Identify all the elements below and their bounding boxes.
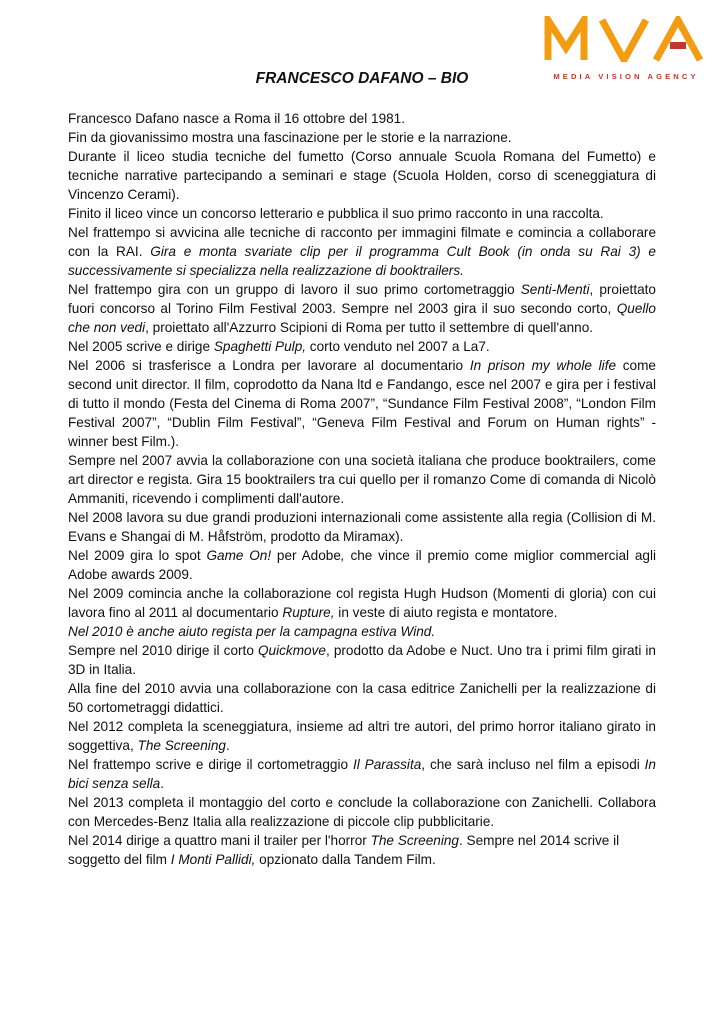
paragraph: Nel 2013 completa il montaggio del corto e conclude la collaborazione con Zanichelli. Collabora con Mercedes-Benz Italia alla realizzazione di piccole clip pubblicitarie. [68,795,656,829]
paragraph: Nel 2009 comincia anche la collaborazione col regista Hugh Hudson (Momenti di gloria) con cui lavora fino al 2011 al documentario Rupture, in veste di aiuto regista e montatore. [68,586,656,620]
mva-logo-mark [544,16,704,62]
paragraph: Nel 2008 lavora su due grandi produzioni internazionali come assistente alla regia (Collision di M. Evans e Shangai di M. Håfström, prodotto da Miramax). [68,510,656,544]
paragraph: Fin da giovanissimo mostra una fascinazione per le storie e la narrazione. [68,130,512,145]
paragraph: Nel 2005 scrive e dirige Spaghetti Pulp, corto venduto nel 2007 a La7. [68,339,490,354]
paragraph: Nel 2009 gira lo spot Game On! per Adobe, che vince il premio come miglior commercial agli Adobe awards 2009. [68,548,656,582]
paragraph: Nel 2010 è anche aiuto regista per la campagna estiva Wind. [68,624,436,639]
document-title: FRANCESCO DAFANO – BIO [255,70,469,87]
paragraph: Finito il liceo vince un concorso letterario e pubblica il suo primo racconto in una raccolta. [68,206,604,221]
bio-body [68,109,656,869]
paragraph: Sempre nel 2010 dirige il corto Quickmove, prodotto da Adobe e Nuct. Uno tra i primi film girati in 3D in Italia. [68,643,656,677]
paragraph: Durante il liceo studia tecniche del fumetto (Corso annuale Scuola Romana del Fumetto) e tecniche narrative partecipando a seminari e stage (Scuola Holden, corso di sceneggiatura di Vincenzo Cerami). [68,149,656,202]
paragraph: Nel 2014 dirige a quattro mani il trailer per l'horror The Screening. Sempre nel 2014 scrive il soggetto del film I Monti Pallidi, opzionato dalla Tandem Film. [68,833,620,867]
paragraph: Sempre nel 2007 avvia la collaborazione con una società italiana che produce booktrailers, come art director e regista. Gira 15 booktrailers tra cui quello per il romanzo Come di comanda di Nicolò Ammaniti, ricevendo i complimenti dall'autore. [68,453,656,506]
paragraph: Nel frattempo si avvicina alle tecniche di racconto per immagini filmate e comincia a collaborare con la RAI. Gira e monta svariate clip per il programma Cult Book (in onda su Rai 3) e successivamente si specializza nella realizzazione di booktrailers. [68,225,656,278]
paragraph: Nel 2006 si trasferisce a Londra per lavorare al documentario In prison my whole life come second unit director. Il film, coprodotto da Nana ltd e Fandango, esce nel 2007 e gira per i festival di tutto il mondo (Festa del Cinema di Roma 2007”, “Sundance Film Festival 2008”, “London Film Festival 2007”, “Dublin Film Festival”, “Geneva Film Festival and Forum on Human rights” - winner best Film.). [68,358,656,449]
paragraph: Francesco Dafano nasce a Roma il 16 ottobre del 1981. [68,111,406,126]
paragraph: Nel 2012 completa la sceneggiatura, insieme ad altri tre autori, del primo horror italiano girato in soggettiva, The Screening. [68,719,656,753]
paragraph: Nel frattempo scrive e dirige il cortometraggio Il Parassita, che sarà incluso nel film a episodi In bici senza sella. [68,757,656,791]
paragraph: Nel frattempo gira con un gruppo di lavoro il suo primo cortometraggio Senti-Menti, proiettato fuori concorso al Torino Film Festival 2003. Sempre nel 2003 gira il suo secondo corto, Quello che non vedi, proiettato all'Azzurro Scipioni di Roma per tutto il settembre di quell'anno. [68,282,656,335]
paragraph: Alla fine del 2010 avvia una collaborazione con la casa editrice Zanichelli per la realizzazione di 50 cortometraggi didattici. [68,681,656,715]
logo-text: MEDIA VISION AGENCY [553,72,699,81]
